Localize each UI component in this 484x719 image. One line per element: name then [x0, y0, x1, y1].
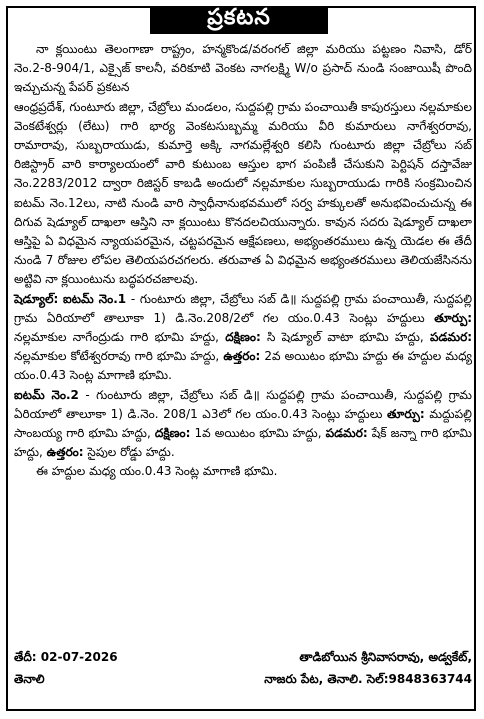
schedule-label: షెడ్యూల్:	[14, 291, 59, 306]
south-label-2: దక్షిణం:	[154, 426, 191, 441]
item-1-text: - గుంటూరు జిల్లా, చేబ్రోలు సబ్ డి॥ సుద్దపల్లి గ్రామ పంచాయితీ, సుద్దపల్లి గ్రామ ఏరియాలో తాలూకా 1) డి.నెం.208/2లో గల యం.0.43 సెంట్లు హద్దులు	[14, 291, 473, 325]
details-paragraph: ఆంధ్రప్రదేశ్, గుంటూరు జిల్లా, చేబ్రోలు మండలం, సుద్దపల్లి గ్రామ పంచాయితీ కాపురస్తులు నల్లమాకుల వెంకటేశ్వర్లు (లేటు) గారి భార్య వెంకటసుబ్బమ్మ మరియు వీరి కుమారులు నాగేశ్వరరావు, రామారావు, సుబ్బరాయుడు, కుమార్తె అక్కి నాగమల్లేశ్వరి కలిసి గుంటూరు జిల్లా చేబ్రోలు సబ్ రిజిస్ట్రార్ వారి కార్యాలయంలో వారి కుటుంబ ఆస్తుల భాగ పంపిణీ చేసుకుని పెర్టిషన్ దస్తావేజు నెం.2283/2012 ద్వారా రిజిస్టర్ కాబడి అందులో నల్లమాకుల సుబ్బరాయుడు గారికి సంక్రమించిన ఐటమ్ నెం.12లు, నాటి నుండి వారి స్వాధీనానుభవములో సర్వ హక్కులతో అనుభవించుచున్న ఈ దిగువ షెడ్యూల్ దాఖలా ఆస్తిని నా క్లయింటు కొనదలచియున్నారు. కావున సదరు షెడ్యూల్ దాఖలా ఆస్తిపై ఏ విధమైన న్యాయపరమైన, చట్టపరమైన ఆక్షేపణలు, అభ్యంతరములు ఉన్న యెడల ఈ తేదీ నుండి 7 రోజుల లోపల తెలియపరచగలరు. తరువాత ఏ విధమైన అభ్యంతరములు తెలియజేసినను అట్టివి నా క్లయింటును బద్ధపరచజాలవు.	[14, 99, 472, 287]
south-label: దక్షిణం:	[225, 330, 261, 345]
schedule-item-2	[14, 386, 472, 463]
date-text: తేదీ: 02-07-2026	[14, 650, 118, 664]
item-1-heading: ఐటమ్ నెం.1	[62, 291, 127, 306]
advocate-name	[299, 646, 472, 668]
item-1-south: సి షెడ్యూల్ వాటా భూమి హద్దు,	[260, 330, 430, 345]
notice-body	[14, 40, 472, 482]
footer-row-2	[14, 668, 472, 690]
item-2-south: 1వ అయిటం భూమి హద్దు,	[190, 426, 326, 441]
phone-number: 9848363744	[388, 672, 472, 686]
closing-line: ఈ హద్దుల మధ్య యం.0.43 సెంట్ల మాగాణి భూమి.	[36, 464, 278, 479]
item-2-north: సైపుల రోడ్డు హద్దు.	[83, 445, 175, 460]
footer-row-1	[14, 646, 472, 668]
item-2-text: - గుంటూరు జిల్లా, చేబ్రోలు సబ్ డి॥ సుద్దపల్లి గ్రామ పంచాయితీ, సుద్దపల్లి గ్రామ ఏరియాలో తాలూకా 1) డి.నెం. 208/1 ఎ3లో గల యం.0.43 సెంట్లు హద్దులు	[14, 387, 472, 421]
advocate-address	[264, 668, 472, 690]
item-1-east: నల్లమాకుల నాగేంద్రుడు గారి భూమి హద్దు,	[14, 330, 226, 345]
notice-footer	[14, 646, 472, 690]
advocate-name-text: తాడిబోయిన శ్రీనివాసరావు,	[299, 650, 425, 664]
west-label: పడమర:	[429, 330, 473, 345]
client-paragraph: నా క్లయింటు తెలంగాణా రాష్ట్రం, హన్మకొండ/వరంగల్ జిల్లా మరియు పట్టణం నివాసి, డోర్ నెం.2-8-904/1, ఎక్సైజ్ కాలనీ, వరికూటి వెంకట నాగలక్ష్మి W/o ప్రసాద్ నుండి సంజాయిషీ పొంది ఇచ్చుచున్న పేపర్ ప్రకటన	[14, 42, 472, 95]
item-1-west: నల్లమాకుల కోటేశ్వరరావు గారి భూమి హద్దు,	[14, 349, 224, 364]
item-2-west: షేక్ జన్నా గారి భూమి హద్దు,	[14, 426, 472, 460]
place-text: తెనాలి	[14, 672, 45, 686]
notice-title: ప్రకటన	[150, 6, 328, 34]
item-1-north: 2వ అయిటం భూమి హద్దు ఈ హద్దుల మధ్య యం.0.43 సెంట్ల మాగాణి భూమి.	[14, 349, 472, 383]
advocate-role: అడ్వకేట్,	[428, 650, 472, 664]
east-label-2: తూర్పు:	[386, 406, 425, 421]
west-label-2: పడమర:	[325, 426, 368, 441]
item-2-east: మద్దుపల్లి సాంబయ్య గారి భూమి హద్దు,	[14, 406, 472, 441]
east-label: తూర్పు:	[434, 310, 472, 325]
north-label: ఉత్తరం:	[223, 349, 261, 364]
item-2-heading: ఐటమ్ నెం.2	[14, 387, 79, 402]
address-text: నాజరు పేట, తెనాలి. సెల్:	[264, 672, 389, 686]
schedule-item-1	[14, 290, 472, 386]
north-label-2: ఉత్తరం:	[46, 445, 84, 460]
